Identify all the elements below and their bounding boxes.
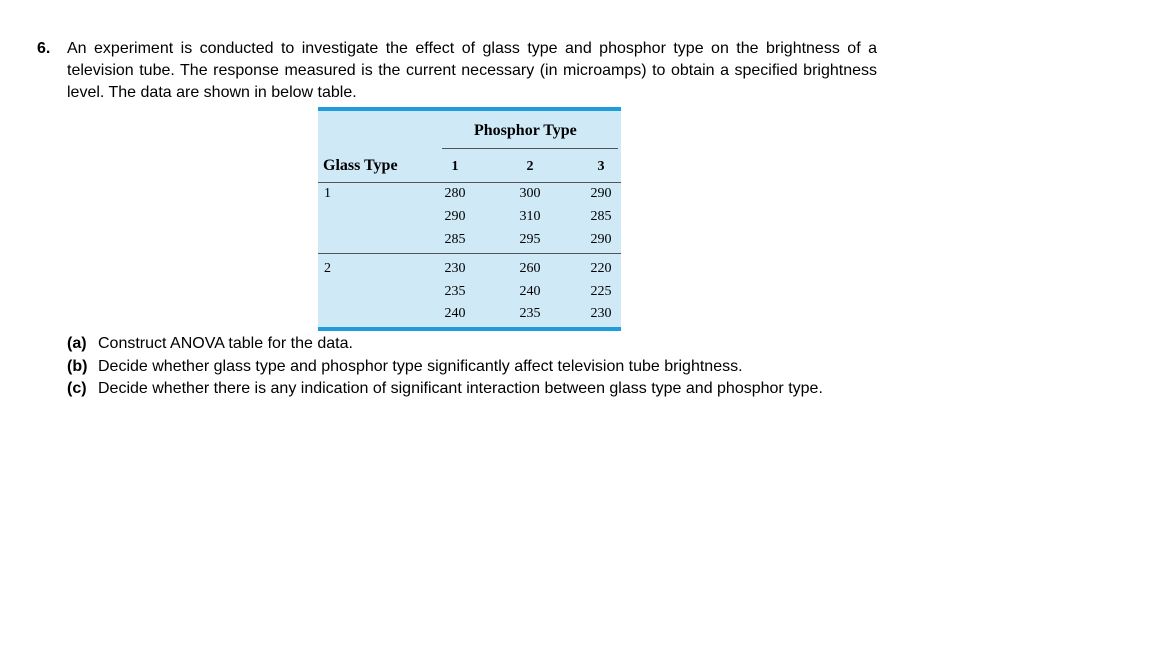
table-cell: 235	[519, 306, 541, 321]
glass-level-2: 2	[324, 261, 331, 276]
table-cell: 300	[519, 186, 541, 201]
part-a	[67, 333, 823, 356]
phosphor-level-2: 2	[526, 159, 534, 174]
table-cell: 290	[590, 232, 612, 247]
column-header-divider	[318, 182, 621, 183]
group-divider	[318, 253, 621, 254]
glass-type-header: Glass Type	[323, 157, 398, 174]
table-cell: 220	[590, 261, 612, 276]
glass-level-1: 1	[324, 186, 331, 201]
table-cell: 290	[590, 186, 612, 201]
question-block	[37, 38, 877, 104]
table-cell: 310	[519, 209, 541, 224]
part-text: Decide whether glass type and phosphor type significantly affect television tube brightness.	[98, 357, 743, 375]
table-cell: 285	[444, 232, 466, 247]
table-cell: 225	[590, 284, 612, 299]
part-c	[67, 378, 823, 401]
phosphor-level-3: 3	[597, 159, 605, 174]
table-cell: 260	[519, 261, 541, 276]
question-parts	[67, 333, 823, 401]
part-text: Decide whether there is any indication of significant interaction between glass type and phosphor type.	[98, 380, 823, 397]
part-label: (a)	[67, 335, 87, 352]
table-cell: 280	[444, 186, 466, 201]
table-cell: 235	[444, 284, 466, 299]
table-cell: 290	[444, 209, 466, 224]
table-cell: 295	[519, 232, 541, 247]
phosphor-level-1: 1	[451, 159, 459, 174]
table-cell: 230	[590, 306, 612, 321]
part-label: (b)	[67, 357, 88, 375]
question-number: 6.	[37, 40, 51, 57]
part-b	[67, 356, 823, 379]
header-divider	[442, 148, 618, 149]
table-cell: 285	[590, 209, 612, 224]
question-text: An experiment is conducted to investigate the effect of glass type and phosphor type on the brightness of a television tube. The response measured is the current necessary (in microamps) to obtain a specified brightness level. The data are shown in below table.	[67, 40, 877, 101]
table-cell: 230	[444, 261, 466, 276]
part-label: (c)	[67, 380, 87, 397]
data-table	[318, 107, 621, 331]
part-text: Construct ANOVA table for the data.	[98, 335, 353, 352]
table-cell: 240	[444, 306, 466, 321]
table-cell: 240	[519, 284, 541, 299]
phosphor-type-header: Phosphor Type	[474, 122, 577, 139]
